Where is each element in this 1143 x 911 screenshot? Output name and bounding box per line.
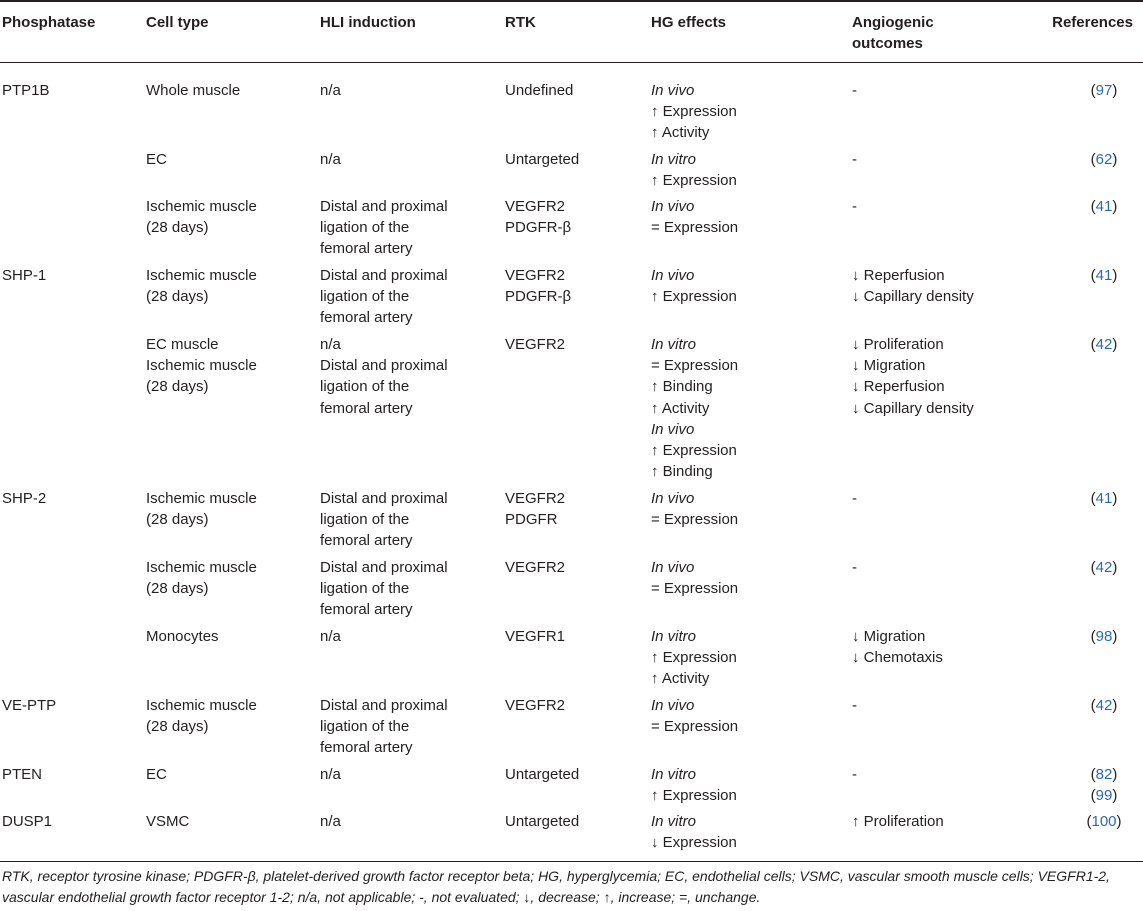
cell-cell-type: Ischemic muscle (146, 490, 257, 507)
cell-cell-type: EC (146, 766, 167, 783)
cell-hli-induction: ligation of the (320, 511, 410, 529)
cell-hg-effect: In vivo (651, 198, 695, 215)
cell-hli-induction: Distal and proximal (320, 357, 448, 375)
cell-hli-induction: femoral artery (320, 240, 413, 258)
cell-rtk: VEGFR2 (505, 490, 566, 507)
cell-hg-effect: ↑ Expression (651, 288, 737, 306)
cell-hg-effect: = Expression (651, 580, 739, 598)
cell-rtk: VEGFR2 (505, 697, 566, 714)
cell-hg-effect: ↑ Expression (651, 103, 737, 121)
reference-number[interactable]: 42 (1095, 336, 1113, 353)
reference-number[interactable]: 99 (1095, 787, 1113, 805)
cell-hli-induction: femoral artery (320, 739, 413, 757)
cell-hg-effect: = Expression (651, 357, 739, 375)
reference-number[interactable]: 42 (1095, 559, 1113, 576)
reference-number[interactable]: 41 (1095, 267, 1113, 284)
reference-citation[interactable] (1091, 695, 1118, 716)
cell-hg-effect: In vitro (651, 813, 697, 830)
cell-hg-effect: In vivo (651, 559, 695, 576)
reference-citation[interactable] (1086, 811, 1121, 832)
reference-citation[interactable] (1091, 196, 1118, 217)
cell-phosphatase: SHP-1 (2, 267, 47, 284)
cell-hg-effect: ↑ Binding (651, 463, 713, 481)
reference-number[interactable]: 100 (1091, 813, 1117, 830)
reference-close-paren: ) (1112, 628, 1118, 645)
cell-phosphatase: PTP1B (2, 82, 50, 99)
cell-rtk: VEGFR2 (505, 198, 566, 215)
cell-hg-effect: ↑ Activity (651, 399, 710, 417)
cell-hli-induction: femoral artery (320, 399, 413, 417)
reference-close-paren: ) (1112, 267, 1118, 284)
cell-hli-induction: Distal and proximal (320, 198, 448, 215)
cell-angiogenic-outcome: - (852, 697, 857, 714)
cell-hg-effect: In vitro (651, 766, 697, 783)
cell-hg-effect: In vivo (651, 490, 695, 507)
cell-phosphatase: SHP-2 (2, 490, 47, 507)
cell-angiogenic-outcome: ↓ Proliferation (852, 336, 944, 353)
reference-number[interactable]: 41 (1095, 490, 1113, 507)
cell-angiogenic-outcome: ↓ Capillary density (852, 288, 974, 306)
cell-hg-effect: In vitro (651, 151, 697, 168)
cell-hli-induction: n/a (320, 336, 341, 353)
cell-hli-induction: n/a (320, 813, 341, 830)
cell-hli-induction: ligation of the (320, 378, 410, 396)
reference-number[interactable]: 98 (1095, 628, 1113, 645)
cell-hli-induction: n/a (320, 82, 341, 99)
reference-number[interactable]: 62 (1095, 151, 1113, 168)
cell-hli-induction: Distal and proximal (320, 490, 448, 507)
reference-open-paren: ( (1090, 628, 1096, 645)
reference-close-paren: ) (1112, 490, 1118, 507)
reference-close-paren: ) (1112, 198, 1118, 215)
cell-angiogenic-outcome: - (852, 151, 857, 168)
cell-cell-type: (28 days) (146, 718, 209, 736)
cell-hg-effect: ↑ Expression (651, 787, 737, 805)
cell-hli-induction: femoral artery (320, 601, 413, 619)
cell-angiogenic-outcome: ↑ Proliferation (852, 813, 944, 830)
reference-citation[interactable] (1091, 488, 1118, 509)
cell-hg-effect: In vivo (651, 420, 695, 438)
header-hli-induction: HLI induction (320, 14, 416, 31)
reference-open-paren: ( (1090, 82, 1096, 99)
cell-hg-effect: = Expression (651, 511, 739, 529)
reference-open-paren: ( (1090, 697, 1096, 714)
cell-cell-type: Whole muscle (146, 82, 241, 99)
cell-rtk: Untargeted (505, 151, 580, 168)
cell-rtk: PDGFR (505, 511, 558, 529)
reference-open-paren: ( (1090, 267, 1096, 284)
cell-hg-effect: ↑ Expression (651, 442, 737, 459)
reference-close-paren: ) (1112, 766, 1118, 783)
cell-hg-effect: ↓ Expression (651, 834, 737, 852)
cell-hli-induction: femoral artery (320, 309, 413, 327)
cell-hli-induction: ligation of the (320, 219, 410, 237)
reference-close-paren: ) (1112, 559, 1118, 576)
header-angiogenic-outcomes-line1: Angiogenic (852, 14, 934, 31)
cell-angiogenic-outcome: ↓ Migration (852, 357, 926, 375)
cell-cell-type: (28 days) (146, 580, 209, 598)
reference-open-paren: ( (1090, 559, 1096, 576)
header-phosphatase: Phosphatase (2, 14, 96, 31)
table-footnote-line2: vascular endothelial growth factor receptor 1-2; n/a, not applicable; -, not evaluated; ↓, decrease; ↑, increase; =, unchange. (2, 889, 761, 905)
cell-angiogenic-outcome: - (852, 198, 857, 215)
cell-cell-type: Ischemic muscle (146, 357, 257, 375)
reference-close-paren: ) (1112, 82, 1118, 99)
reference-citation[interactable] (1091, 626, 1118, 647)
cell-hg-effect: ↑ Activity (651, 124, 710, 142)
cell-hg-effect: In vitro (651, 336, 697, 353)
cell-hg-effect: ↑ Expression (651, 649, 737, 667)
reference-close-paren: ) (1112, 787, 1118, 805)
table-footnote-line1: RTK, receptor tyrosine kinase; PDGFR-β, platelet-derived growth factor receptor beta; HG, hyperglycemia; EC, endothelial cells; VSMC, vascular smooth muscle cells; VEGFR1-2, (2, 868, 1110, 884)
reference-open-paren: ( (1090, 787, 1096, 805)
cell-angiogenic-outcome: ↓ Capillary density (852, 399, 974, 417)
reference-open-paren: ( (1090, 490, 1096, 507)
reference-open-paren: ( (1090, 766, 1096, 783)
cell-rtk: Untargeted (505, 766, 580, 783)
cell-angiogenic-outcome: ↓ Reperfusion (852, 267, 945, 284)
cell-hli-induction: n/a (320, 151, 341, 168)
cell-hli-induction: Distal and proximal (320, 267, 448, 284)
header-cell-type: Cell type (146, 14, 209, 31)
cell-hg-effect: ↑ Activity (651, 670, 710, 688)
reference-citation[interactable] (1091, 149, 1118, 170)
cell-angiogenic-outcome: ↓ Migration (852, 628, 926, 645)
cell-angiogenic-outcome: - (852, 82, 857, 99)
cell-rtk: Undefined (505, 82, 574, 99)
bottom-rule (0, 861, 1143, 862)
reference-number[interactable]: 42 (1095, 697, 1113, 714)
cell-cell-type: EC muscle (146, 336, 219, 353)
reference-open-paren: ( (1090, 198, 1096, 215)
cell-hg-effect: ↑ Binding (651, 378, 713, 396)
reference-number[interactable]: 41 (1095, 198, 1113, 215)
reference-citation[interactable] (1091, 80, 1118, 101)
cell-cell-type: Ischemic muscle (146, 198, 257, 215)
reference-open-paren: ( (1090, 336, 1096, 353)
cell-angiogenic-outcome: - (852, 559, 857, 576)
cell-cell-type: (28 days) (146, 511, 209, 529)
header-rtk: RTK (505, 14, 536, 31)
cell-angiogenic-outcome: ↓ Reperfusion (852, 378, 945, 396)
reference-number[interactable]: 82 (1095, 766, 1113, 783)
cell-hg-effect: In vivo (651, 82, 695, 99)
cell-rtk: PDGFR-β (505, 219, 572, 237)
cell-rtk: VEGFR2 (505, 559, 566, 576)
cell-rtk: PDGFR-β (505, 288, 572, 306)
reference-close-paren: ) (1112, 151, 1118, 168)
cell-hg-effect: = Expression (651, 718, 739, 736)
cell-hli-induction: n/a (320, 628, 341, 645)
cell-cell-type: (28 days) (146, 378, 209, 396)
cell-hg-effect: = Expression (651, 219, 739, 237)
cell-hg-effect: In vitro (651, 628, 697, 645)
cell-phosphatase: PTEN (2, 766, 43, 783)
cell-hg-effect: ↑ Expression (651, 172, 737, 190)
reference-number[interactable]: 97 (1095, 82, 1113, 99)
reference-citation[interactable] (1091, 764, 1118, 785)
cell-cell-type: Ischemic muscle (146, 267, 257, 284)
cell-rtk: VEGFR2 (505, 267, 566, 284)
cell-hli-induction: Distal and proximal (320, 559, 448, 576)
reference-citation[interactable] (1091, 265, 1118, 286)
cell-hli-induction: n/a (320, 766, 341, 783)
cell-cell-type: VSMC (146, 813, 190, 830)
cell-rtk: VEGFR1 (505, 628, 566, 645)
cell-hli-induction: ligation of the (320, 288, 410, 306)
header-rule (0, 62, 1143, 63)
cell-hg-effect: In vivo (651, 697, 695, 714)
cell-cell-type: EC (146, 151, 167, 168)
cell-hli-induction: ligation of the (320, 718, 410, 736)
cell-cell-type: Ischemic muscle (146, 559, 257, 576)
reference-citation[interactable] (1091, 334, 1118, 355)
cell-hli-induction: Distal and proximal (320, 697, 448, 714)
cell-angiogenic-outcome: - (852, 490, 857, 507)
cell-hg-effect: In vivo (651, 267, 695, 284)
reference-open-paren: ( (1086, 813, 1092, 830)
header-hg-effects: HG effects (651, 14, 727, 31)
cell-phosphatase: VE-PTP (2, 697, 57, 714)
reference-close-paren: ) (1112, 697, 1118, 714)
header-angiogenic-outcomes-line2: outcomes (852, 35, 923, 52)
reference-citation[interactable] (1091, 785, 1118, 806)
cell-hli-induction: femoral artery (320, 532, 413, 550)
cell-angiogenic-outcome: ↓ Chemotaxis (852, 649, 943, 667)
cell-rtk: Untargeted (505, 813, 580, 830)
cell-angiogenic-outcome: - (852, 766, 857, 783)
reference-citation[interactable] (1091, 557, 1118, 578)
cell-cell-type: (28 days) (146, 288, 209, 306)
reference-open-paren: ( (1090, 151, 1096, 168)
reference-close-paren: ) (1112, 336, 1118, 353)
cell-cell-type: Monocytes (146, 628, 219, 645)
cell-rtk: VEGFR2 (505, 336, 566, 353)
reference-close-paren: ) (1116, 813, 1122, 830)
cell-phosphatase: DUSP1 (2, 813, 53, 830)
top-rule (0, 0, 1143, 2)
header-references: References (1052, 14, 1133, 31)
cell-cell-type: (28 days) (146, 219, 209, 237)
cell-cell-type: Ischemic muscle (146, 697, 257, 714)
cell-hli-induction: ligation of the (320, 580, 410, 598)
